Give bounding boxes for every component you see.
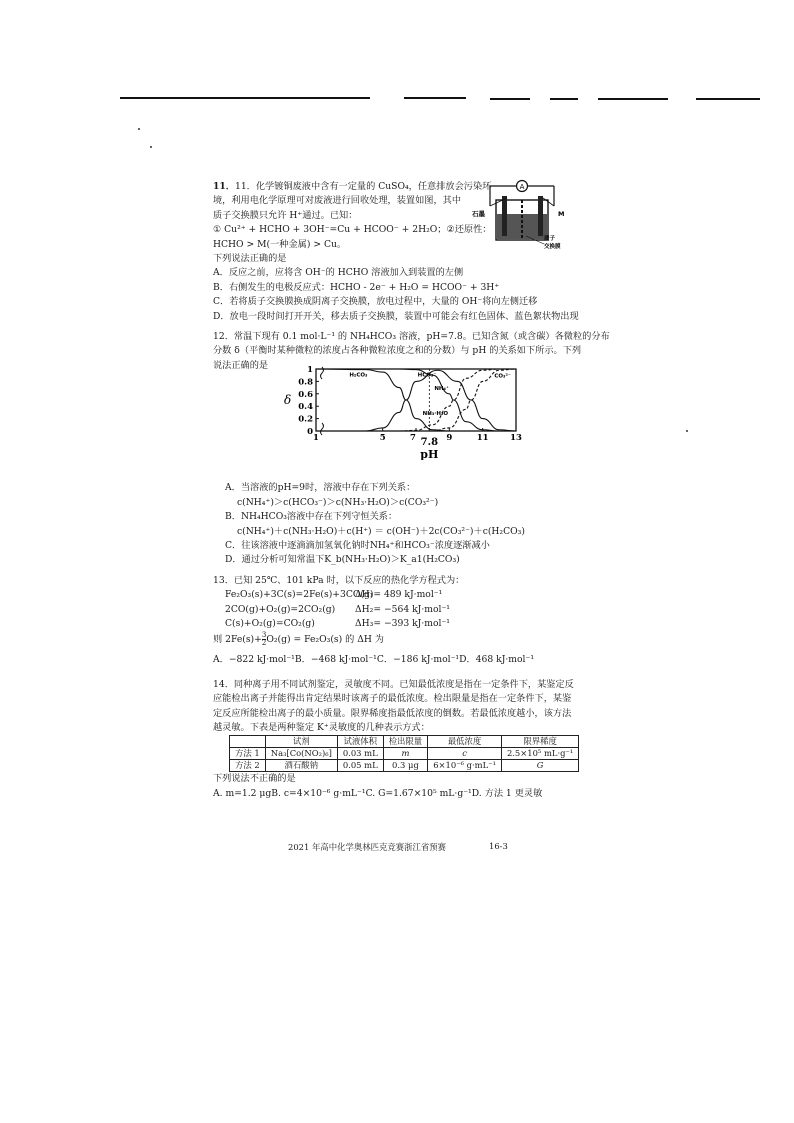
y-tick-label: 0 (307, 427, 313, 437)
q11-option-a: A．反应之前，应将含 OH⁻的 HCHO 溶液加入到装置的左侧 (213, 267, 464, 279)
q11-stem: 下列说法正确的是 (213, 253, 287, 265)
q12-option-a-relation: c(NH₄⁺)＞c(HCO₃⁻)＞c(NH₃·H₂O)＞c(CO₃²⁻) (237, 496, 439, 508)
y-tick-label: 0.8 (298, 377, 313, 388)
scan-speck (150, 146, 152, 148)
q11-line2: 境，利用电化学原理可对废液进行回收处理，装置如图，其中 (213, 195, 462, 207)
q13-eq1: Fe₂O₃(s)+3C(s)=2Fe(s)+3CO(g)ΔH₁= 489 kJ·mol⁻¹ (225, 589, 443, 601)
series-label: NH₃·H₂O (422, 410, 449, 417)
top-rule (120, 96, 760, 102)
y-tick-label: 1 (307, 365, 313, 375)
q13-eq3: C(s)+O₂(g)=CO₂(g) ΔH₃= −393 kJ·mol⁻¹ (225, 617, 450, 629)
q13-ask: 则 2Fe(s)+ $\frac{3}{2}$ O₂(g) = Fe₂O₃(s) 的 ΔH 为 (213, 631, 384, 648)
q11-option-d: D．放电一段时间打开开关，移去质子交换膜，装置中可能会有红色固体、蓝色絮状物出现 (213, 310, 579, 322)
series-label: HCO₃⁻ (417, 372, 437, 379)
q12-line2: 分数 δ（平衡时某种微粒的浓度占各种微粒浓度之和的分数）与 pH 的关系如下所示。下列 (213, 345, 582, 357)
q14-options: A. m=1.2 μgB. c=4×10⁻⁶ g·mL⁻¹C. G=1.67×10⁵ mL·g⁻¹D. 方法 1 更灵敏 (213, 787, 543, 799)
q14-line4: 越灵敏。下表是两种鉴定 K⁺灵敏度的几种表示方式： (213, 721, 430, 733)
q14-line1: 14．同种离子用不同试剂鉴定，灵敏度不同。已知最低浓度是指在一定条件下，某鉴定反 (213, 678, 574, 690)
y-axis-label: δ (284, 393, 292, 407)
x-tick-label: 11 (476, 433, 489, 443)
membrane-label-1: 质子 (544, 236, 556, 242)
q14-line3: 定反应所能检出离子的最小质量。限界稀度指最低浓度的倒数。若最低浓度越小，该方法 (213, 707, 572, 719)
distribution-fraction-chart (278, 365, 528, 460)
y-tick-label: 0.6 (298, 389, 313, 400)
scan-speck (686, 430, 688, 432)
series-label: CO₃²⁻ (494, 373, 511, 380)
table-header-row: 试剂 试液体积 检出限量 最低浓度 限界稀度 (230, 736, 579, 748)
x-tick-label: 9 (446, 433, 453, 443)
q12-line3: 说法正确的是 (213, 359, 269, 371)
page-number: 16-3 (489, 841, 508, 851)
q14-stem: 下列说法不正确的是 (213, 773, 296, 785)
sensitivity-table (229, 735, 579, 772)
membrane-label-2: 交换膜 (544, 244, 561, 250)
q11-line3: 质子交换膜只允许 H⁺通过。已知： (213, 209, 358, 221)
plot-frame (316, 369, 516, 431)
x-tick-label: 7.8 (420, 437, 439, 448)
q12-option-c: C．往该溶液中逐滴滴加氢氧化钠时NH₄⁺和HCO₃⁻浓度逐渐减小 (225, 539, 490, 551)
fraction-3-2: $\frac{3}{2}$ (261, 631, 267, 648)
q13-options: A．−822 kJ·mol⁻¹B．−468 kJ·mol⁻¹C．−186 kJ·mol⁻¹D．468 kJ·mol⁻¹ (213, 654, 535, 666)
q13-line1: 13．已知 25℃、101 kPa 时，以下反应的热化学方程式为： (213, 574, 465, 586)
x-tick-label: 5 (379, 433, 386, 443)
q13-eq2: 2CO(g)+O₂(g)=2CO₂(g) ΔH₂= −564 kJ·mol⁻¹ (225, 603, 450, 615)
x-tick-label: 7 (410, 433, 416, 443)
x-axis-label: pH (420, 448, 439, 460)
graphite-label: 石墨 (472, 210, 485, 218)
q12-option-a: A．当溶液的pH=9时，溶液中存在下列关系： (225, 482, 416, 494)
q12-option-b: B．NH₄HCO₃溶液中存在下列守恒关系： (225, 511, 398, 523)
footer-title: 2021 年高中化学奥林匹克竞赛浙江省预赛 (288, 842, 446, 852)
series-line (399, 369, 499, 431)
table-row: 方法 2 酒石酸钠 0.05 mL 0.3 μg 6×10⁻⁶ g·mL⁻¹ G (230, 760, 579, 772)
q12-option-b-relation: c(NH₄⁺)＋c(NH₃·H₂O)＋c(H⁺) ＝ c(OH⁻)＋2c(CO₃²⁻)＋c(H₂CO₃) (237, 525, 525, 537)
scan-speck (138, 128, 140, 130)
x-tick-label: 1 (313, 433, 319, 443)
series-label: NH₄⁺ (434, 386, 449, 393)
q11-line4: ① Cu²⁺ + HCHO + 3OH⁻=Cu + HCOO⁻ + 2H₂O；②还原性： (213, 224, 492, 236)
y-tick-label: 0.2 (298, 414, 313, 425)
q11-line1: 11．11．化学镀铜废液中含有一定量的 CuSO₄，任意排放会污染环 (213, 181, 492, 192)
y-tick-label: 0.4 (298, 402, 313, 413)
q11-option-c: C．若将质子交换膜换成阴离子交换膜，放电过程中，大量的 OH⁻将向左侧迁移 (213, 296, 538, 308)
series-label: H₂CO₃ (349, 372, 368, 379)
metal-label: M (558, 210, 565, 218)
chart-svg (278, 365, 528, 460)
table-row: 方法 1 Na₃[Co(NO₂)₆] 0.03 mL m c 2.5×10⁵ mL·g⁻¹ (230, 748, 579, 760)
svg-text:A: A (519, 182, 525, 191)
q12-line1: 12．常温下现有 0.1 mol·L⁻¹ 的 NH₄HCO₃ 溶液，pH=7.8。已知含氮（或含碳）各微粒的分布 (213, 331, 610, 343)
x-tick-label: 13 (510, 433, 522, 443)
q14-line2: 应能检出离子并能得出肯定结果时该离子的最低浓度。检出限量是指在一定条件下，某鉴 (213, 693, 572, 705)
q11-line5: HCHO > M(一种金属) > Cu。 (213, 238, 347, 250)
q12-option-d: D．通过分析可知常温下K_b(NH₃·H₂O)＞K_a1(H₂CO₃) (225, 554, 460, 566)
q11-option-b: B．右侧发生的电极反应式：HCHO - 2e⁻ + H₂O = HCOO⁻ + 3H⁺ (213, 281, 500, 293)
question-content (213, 180, 610, 801)
axis-break-bottom (321, 423, 324, 435)
series-line (399, 369, 499, 431)
